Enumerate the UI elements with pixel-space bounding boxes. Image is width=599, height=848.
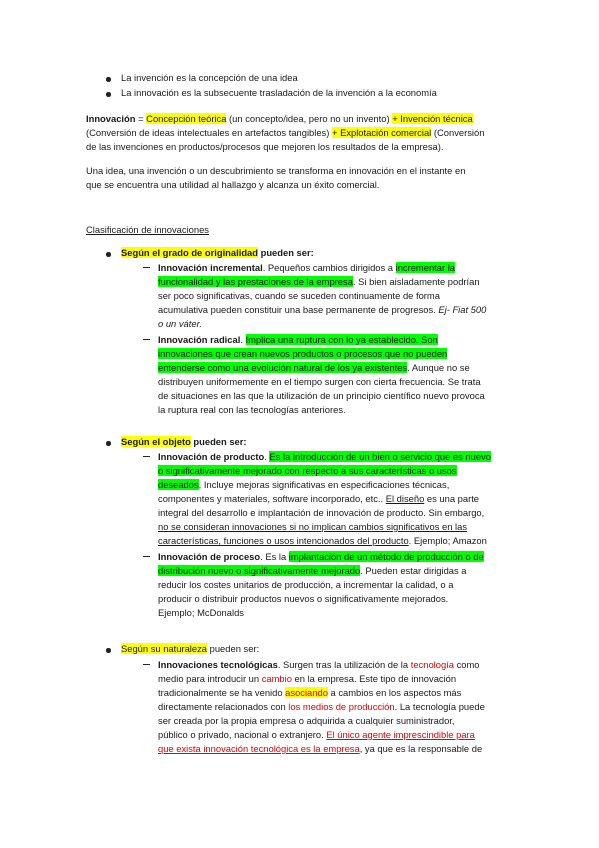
text-span: acumulativa pueden constituir una base permanente de progresos. (158, 304, 439, 315)
producto-line-1 (158, 450, 491, 463)
heading-suffix: pueden ser: (190, 436, 247, 447)
proceso-line-2 (158, 564, 467, 577)
tecnologicas-line-5: ser creada por la propia empresa o adquirida a cualquier suministrador, (158, 715, 455, 726)
text-span: . (240, 334, 246, 345)
incremental-line-4 (158, 303, 486, 316)
bullet-dot (106, 648, 111, 653)
highlight-span: funcionalidad y las prestaciones de la empresa (158, 276, 353, 287)
idea-line-2: que se encuentra una utilidad al hallazgo y alcanza un éxito comercial. (86, 179, 380, 190)
red-text: El único agente imprescindible para (326, 729, 475, 740)
bullet-dot (106, 252, 111, 257)
text-span: . La tecnología puede (394, 701, 485, 712)
incremental-line-3: ser poco significativas, cuando se suceden continuamente de forma (158, 290, 440, 301)
text-span: . Incluye mejoras significativas en especificaciones técnicas, (198, 479, 450, 490)
text-span: público o privado, nacional o extranjero. (158, 729, 327, 740)
text-span: . Si bien aisladamente podrían (352, 276, 480, 287)
producto-line-2 (158, 464, 457, 477)
tecnologicas-title: Innovaciones tecnológicas (158, 659, 278, 670)
text-span: . Surgen tras la utilización de la (277, 659, 411, 670)
dash-marker (143, 456, 150, 457)
red-text: tecnología (410, 659, 454, 670)
naturaleza-heading-label: Según su naturaleza (121, 643, 208, 654)
dash-marker (143, 267, 150, 268)
highlight-span: o significativamente mejorado con respecto a sus características o usos (158, 465, 457, 476)
objeto-heading-label: Según el objeto (121, 436, 191, 447)
heading-suffix: pueden ser: (207, 643, 260, 654)
text-span: tradicionalmente se ha venido (158, 687, 286, 698)
proceso-line-1 (158, 550, 484, 563)
text-span: . Aunque no se (407, 362, 470, 373)
text-span: . Pequeños cambios dirigidos a (262, 262, 396, 273)
bullet-dot (106, 77, 111, 82)
formula-equals: = (135, 113, 147, 124)
formula-invencion: + Invención técnica (392, 113, 473, 124)
formula-invencion-note: (Conversión de ideas intelectuales en artefactos tangibles) (86, 127, 332, 138)
originalidad-heading (121, 246, 314, 259)
underlined-text: características, funciones o usos intencionados del producto (158, 535, 409, 546)
tecnologicas-line-6 (158, 728, 475, 741)
intro-bullet-2: La innovación es la subsecuente trasladación de la invención a la economía (121, 87, 437, 98)
red-text: los medios de producción (288, 701, 395, 712)
dash-marker (143, 556, 150, 557)
text-span: componentes y materiales, software incorporado, etc.. (158, 493, 386, 504)
proceso-title: Innovación de proceso (158, 551, 261, 562)
dash-marker (143, 664, 150, 665)
incremental-title: Innovación incremental (158, 262, 263, 273)
producto-line-6: no se consideran innovaciones si no implican cambios significativos en las (158, 521, 468, 532)
radical-line-1 (158, 333, 438, 346)
tecnologicas-line-2 (158, 672, 456, 685)
idea-line-1: Una idea, una invención o un descubrimiento se transforma en innovación en el instante en (86, 165, 466, 176)
highlight-span: Es la introducción de un bien o servicio que es nuevo (269, 451, 491, 462)
radical-line-6: la ruptura real con las tecnologías anteriores. (158, 404, 346, 415)
objeto-heading (121, 435, 247, 448)
formula-line-3: de las invenciones en productos/procesos que mejoren los resultados de la empresa). (86, 141, 444, 152)
formula-line-2 (86, 126, 484, 139)
highlight-span: Implica una ruptura con lo ya establecido. Son (245, 334, 438, 345)
text-span: es una parte (424, 493, 480, 504)
highlight-span: entenderse como una evolución natural de los ya existentes (158, 362, 408, 373)
text-span: . Ejemplo; Amazon (408, 535, 487, 546)
producto-line-7 (158, 534, 487, 547)
producto-line-3 (158, 478, 449, 491)
tecnologicas-line-3 (158, 686, 461, 699)
tecnologicas-line-7 (158, 742, 482, 755)
tecnologicas-line-1 (158, 658, 480, 671)
formula-line-1 (86, 112, 473, 125)
formula-concepcion-note: (un concepto/idea, pero no un invento) (226, 113, 393, 124)
bullet-dot (106, 441, 111, 446)
highlight-span: innovaciones que crean nuevos productos o procesos que no pueden (158, 348, 448, 359)
incremental-line-1 (158, 261, 455, 274)
highlight-span: distribución nuevo o significativamente mejorado (158, 565, 361, 576)
text-span: a cambios en los aspectos más (327, 687, 462, 698)
producto-line-5: integral del desarrollo e implantación de innovación de producto. Sin embargo, (158, 507, 485, 518)
formula-explotacion: + Explotación comercial (331, 127, 432, 138)
underlined-text: El diseño (385, 493, 425, 504)
text-span: , ya que es la responsable de (359, 743, 483, 754)
producto-title: Innovación de producto (158, 451, 265, 462)
bullet-dot (106, 92, 111, 97)
highlight-span: implantación de un método de producción o de (288, 551, 484, 562)
text-span: medio para introducir un (158, 673, 262, 684)
incremental-line-2 (158, 275, 480, 288)
highlight-span: deseados (158, 479, 199, 490)
section-title: Clasificación de innovaciones (86, 224, 209, 235)
radical-line-5: de situaciones en las que la utilización de un principio científico nuevo provoca (158, 390, 485, 401)
radical-title: Innovación radical (158, 334, 241, 345)
radical-line-4: distribuyen uniformemente en el tiempo surgen con cierta frecuencia. Se trata (158, 376, 481, 387)
example-text: Ej- Fiat 500 (438, 304, 487, 315)
text-span: directamente relacionados con (158, 701, 289, 712)
highlight-span: incrementar la (395, 262, 456, 273)
formula-explotacion-note: (Conversión (431, 127, 485, 138)
dash-marker (143, 339, 150, 340)
incremental-line-5: o un váter. (158, 318, 202, 329)
text-span: . Es la (260, 551, 289, 562)
text-span: . Pueden estar dirigidas a (360, 565, 467, 576)
text-span: . (264, 451, 270, 462)
text-span: como (453, 659, 480, 670)
formula-term: Innovación (86, 113, 136, 124)
proceso-line-5: Ejemplo; McDonalds (158, 607, 244, 618)
intro-bullet-1: La invención es la concepción de una idea (121, 72, 298, 83)
red-text: cambio (261, 673, 292, 684)
highlight-span: asociando (285, 687, 328, 698)
producto-line-4 (158, 492, 479, 505)
text-span: en la empresa. Este tipo de innovación (291, 673, 457, 684)
proceso-line-4: producir o distribuir productos nuevos o significativamente mejorados. (158, 593, 449, 604)
red-text: que exista innovación tecnológica es la empresa (158, 743, 360, 754)
naturaleza-heading (121, 642, 259, 655)
proceso-line-3: reducir los costes unitarios de producción, a incrementar la calidad, o a (158, 579, 454, 590)
heading-suffix: pueden ser: (258, 247, 314, 258)
formula-concepcion: Concepción teórica (146, 113, 227, 124)
originalidad-heading-label: Según el grado de originalidad (121, 247, 258, 258)
radical-line-2 (158, 347, 447, 360)
tecnologicas-line-4 (158, 700, 485, 713)
radical-line-3 (158, 361, 470, 374)
